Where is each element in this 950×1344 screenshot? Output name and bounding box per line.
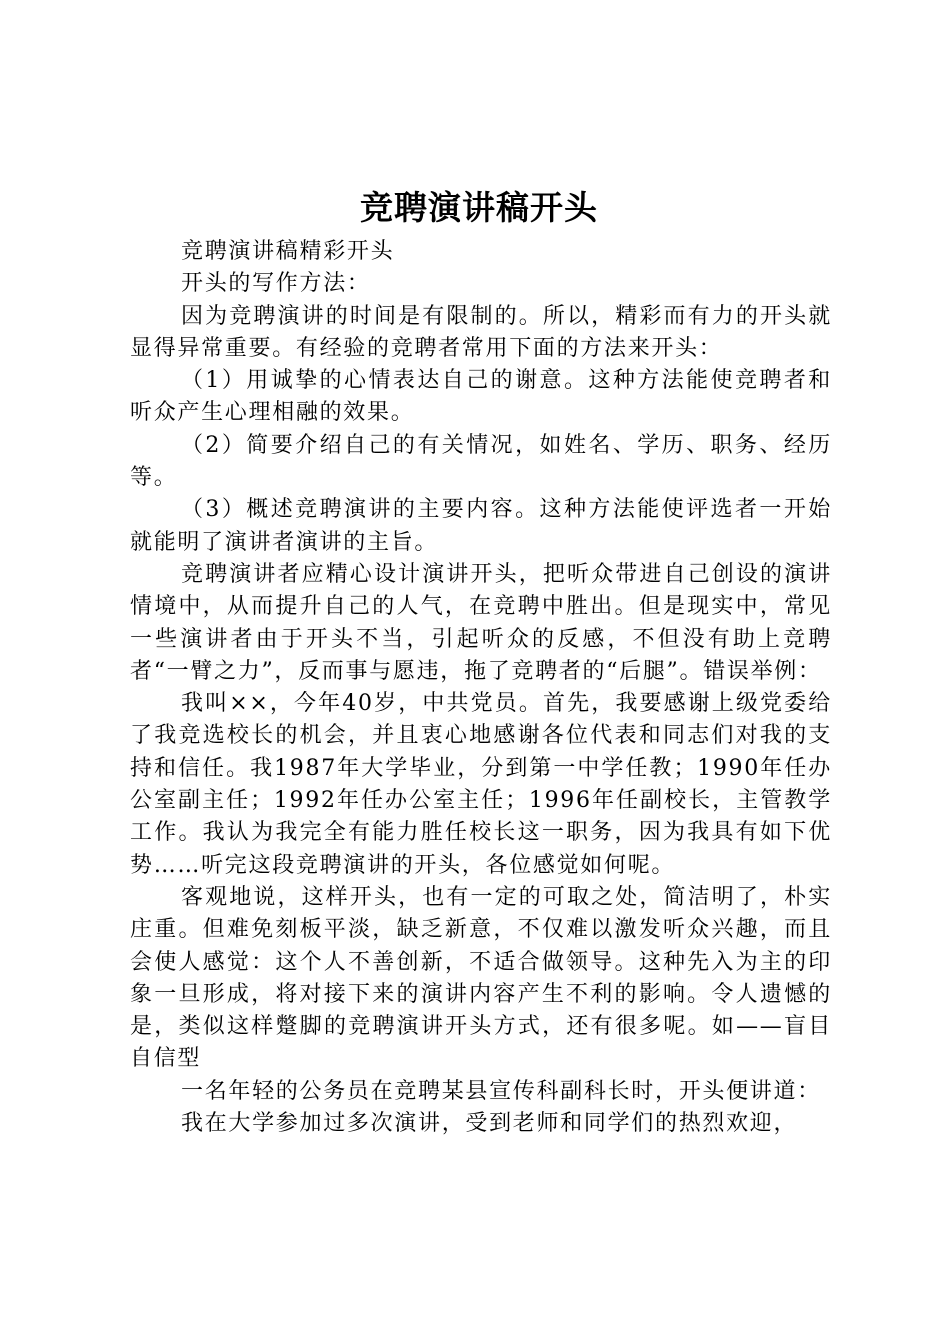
paragraph-design-advice: 竞聘演讲者应精心设计演讲开头，把听众带进自己创设的演讲情境中，从而提升自己的人气，在竞聘中胜出。但是现实中，常见一些演讲者由于开头不当，引起听众的反感，不但没有助上竞聘者“一臂之力”，反而事与愿违，拖了竞聘者的“后腿”。错误举例： bbox=[130, 561, 832, 684]
paragraph-example-speech: 我叫××，今年40岁，中共党员。首先，我要感谢上级党委给了我竞选校长的机会，并且衷心地感谢各位代表和同志们对我的支持和信任。我1987年大学毕业，分到第一中学任教；1990年任办公室副主任；1992年任办公室主任；1996年任副校长，主管教学工作。我认为我完全有能力胜任校长这一职务，因为我具有如下优势……听完这段竞聘演讲的开头，各位感觉如何呢。 bbox=[130, 691, 832, 878]
paragraph-item-3: （3）概述竞聘演讲的主要内容。这种方法能使评选者一开始就能明了演讲者演讲的主旨。 bbox=[130, 497, 832, 555]
paragraph-example-intro: 一名年轻的公务员在竞聘某县宣传科副科长时，开头便讲道： bbox=[181, 1078, 821, 1104]
paragraph-method-heading: 开头的写作方法： bbox=[181, 271, 371, 297]
paragraph-item-2: （2）简要介绍自己的有关情况，如姓名、学历、职务、经历等。 bbox=[130, 432, 832, 491]
paragraph-item-1: （1）用诚挚的心情表达自己的谢意。这种方法能使竞聘者和听众产生心理相融的效果。 bbox=[130, 368, 832, 426]
document-body bbox=[130, 236, 832, 1140]
document-title: 竞聘演讲稿开头 bbox=[360, 188, 598, 227]
paragraph-example-quote: 我在大学参加过多次演讲，受到老师和同学们的热烈欢迎， bbox=[181, 1111, 798, 1137]
paragraph-analysis: 客观地说，这样开头，也有一定的可取之处，简洁明了，朴实庄重。但难免刻板平淡，缺乏新意，不仅难以激发听众兴趣，而且会使人感觉：这个人不善创新，不适合做领导。这种先入为主的印象一旦形成，将对接下来的演讲内容产生不利的影响。令人遗憾的是，类似这样蹩脚的竞聘演讲开头方式，还有很多呢。如——盲目自信型 bbox=[130, 884, 832, 1072]
paragraph-intro: 因为竞聘演讲的时间是有限制的。所以，精彩而有力的开头就显得异常重要。有经验的竞聘者常用下面的方法来开头： bbox=[130, 303, 832, 361]
paragraph-subtitle: 竞聘演讲稿精彩开头 bbox=[181, 239, 395, 264]
